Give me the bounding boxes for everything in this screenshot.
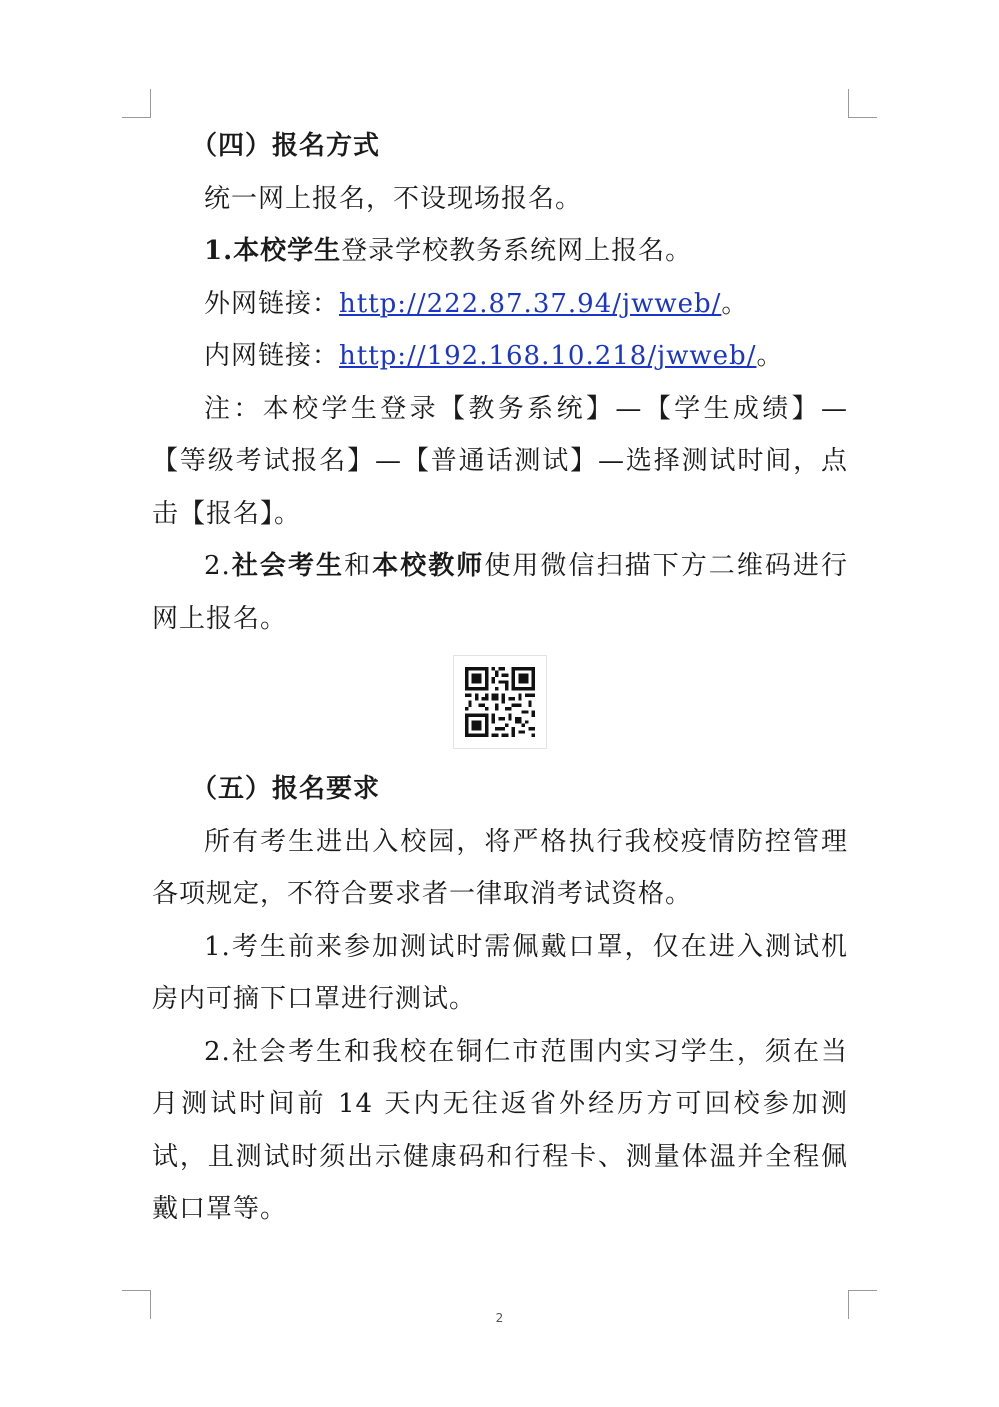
- internal-link-end: 。: [756, 341, 784, 371]
- document-body: [152, 120, 848, 1236]
- external-link-label: 外网链接：: [204, 288, 340, 319]
- section5-item2: 2.社会考生和我校在铜仁市范围内实习学生，须在当月测试时间前 14 天内无往返省外经历方可回校参加测试，且测试时须出示健康码和行程卡、测量体温并全程佩戴口罩等。: [152, 1036, 848, 1224]
- item2-bold1: 社会考生: [230, 551, 345, 581]
- section4-item2: [152, 540, 848, 645]
- section5-heading: （五）报名要求: [191, 774, 381, 804]
- item1-num: 1.: [204, 236, 234, 266]
- internal-link-label: 内网链接：: [204, 341, 340, 371]
- item2-num: 2.: [204, 551, 231, 581]
- crop-mark-top-left: [122, 89, 151, 118]
- item2-mid: 和: [344, 551, 373, 581]
- item1-rest: 登录学校教务系统网上报名。: [341, 236, 693, 266]
- item2-bold2: 本校教师: [372, 551, 485, 581]
- section4-heading: （四）报名方式: [191, 131, 381, 161]
- section4-note: 注：本校学生登录【教务系统】—【学生成绩】—【等级考试报名】—【普通话测试】—选择测试时间，点击【报名】。: [152, 393, 848, 529]
- external-link-line: [152, 278, 848, 331]
- internal-link-line: [152, 330, 848, 383]
- qr-code-icon: [465, 667, 535, 737]
- internal-link[interactable]: http://192.168.10.218/jwweb/: [339, 341, 757, 371]
- section5-item1: 1.考生前来参加测试时需佩戴口罩，仅在进入测试机房内可摘下口罩进行测试。: [152, 931, 848, 1014]
- section5-intro: 所有考生进出入校园，将严格执行我校疫情防控管理各项规定，不符合要求者一律取消考试资格。: [152, 826, 848, 909]
- crop-mark-top-right: [848, 89, 877, 118]
- page-number: 2: [495, 1311, 504, 1325]
- qr-code[interactable]: [453, 655, 547, 749]
- section4-intro: 统一网上报名，不设现场报名。: [204, 183, 583, 214]
- external-link[interactable]: http://222.87.37.94/jwweb/: [339, 288, 722, 319]
- external-link-end: 。: [721, 288, 749, 319]
- qr-code-container: [152, 645, 848, 763]
- item1-bold: 本校学生: [233, 236, 342, 266]
- section4-item1: [152, 225, 848, 278]
- item2-rest: 使用微信扫描下方二维码进行网上报名。: [152, 551, 848, 634]
